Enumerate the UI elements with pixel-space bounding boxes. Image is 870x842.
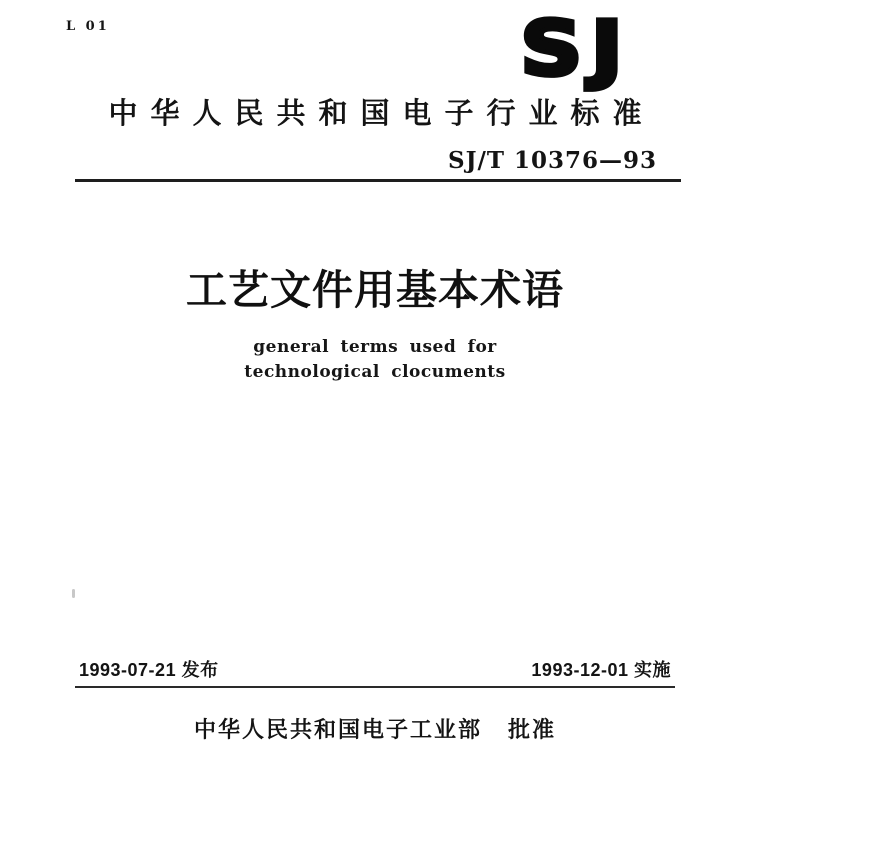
footer-divider-rule bbox=[75, 686, 675, 688]
classification-code: L 01 bbox=[66, 19, 110, 34]
document-title-en-line1: general terms used for bbox=[253, 337, 497, 357]
approver-line bbox=[75, 713, 675, 744]
sj-logo: SJ bbox=[520, 6, 632, 93]
header-divider-rule bbox=[75, 179, 681, 182]
approver-name: 中华人民共和国电子工业部 bbox=[193, 717, 482, 742]
standard-org-heading: 中华人民共和国电子行业标准 bbox=[108, 98, 655, 130]
approve-label: 批准 bbox=[508, 717, 557, 742]
document-title-en bbox=[75, 335, 675, 385]
standard-number: SJ/T 10376—93 bbox=[447, 147, 657, 174]
issue-date: 1993-07-21 发布 bbox=[79, 660, 219, 680]
scan-artifact-speck bbox=[72, 589, 75, 598]
document-title-zh: 工艺文件用基本术语 bbox=[186, 267, 564, 313]
implementation-date: 1993-12-01 实施 bbox=[531, 660, 671, 680]
document-title-en-line2: technological clocuments bbox=[244, 362, 506, 382]
